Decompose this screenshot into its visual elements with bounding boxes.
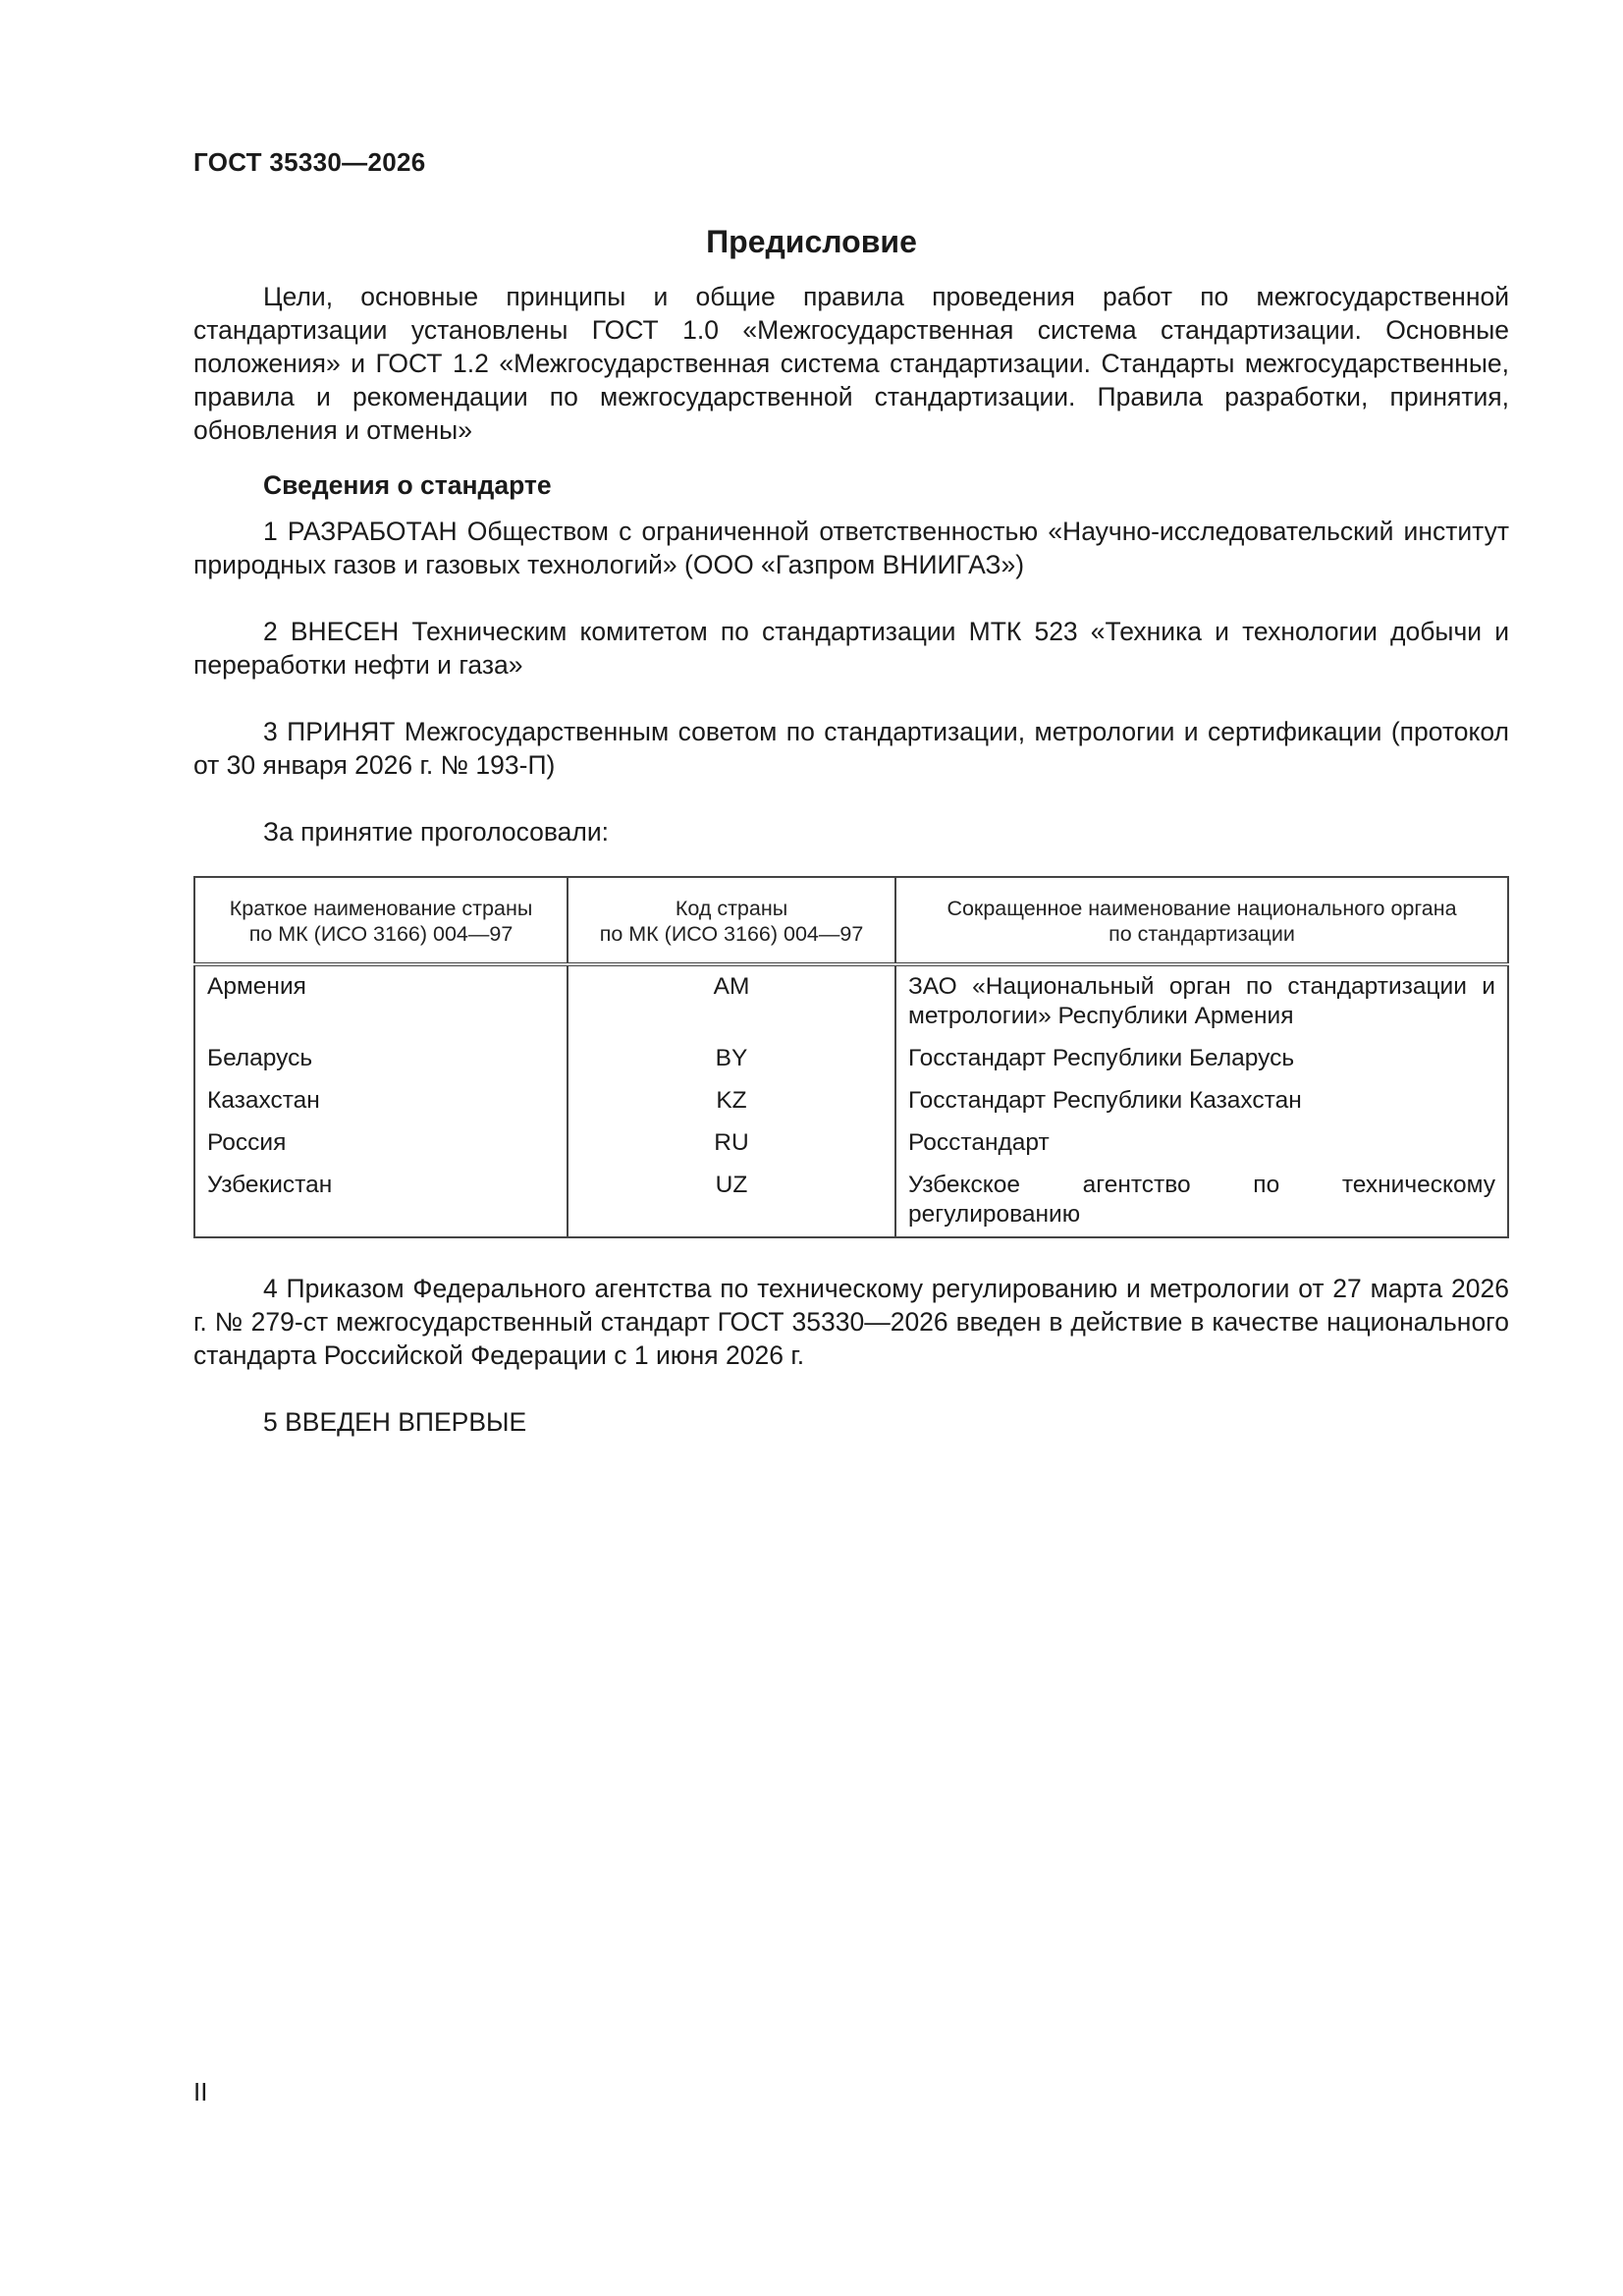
table-header-code: Код страны по МК (ИСО 3166) 004—97 — [568, 877, 895, 964]
table-header-body: Сокращенное наименование национального органа по стандартизации — [895, 877, 1508, 964]
table-row — [194, 1165, 1508, 1237]
code-cell: BY — [568, 1038, 895, 1080]
national-body-cell: Узбекское агентство по техническому регулированию — [895, 1165, 1508, 1237]
code-cell: AM — [568, 964, 895, 1038]
item-1-developed: 1 РАЗРАБОТАН Обществом с ограниченной ответственностью «Научно-исследовательский институт природных газов и газовых технологий» (ООО «Газпром ВНИИГАЗ») — [193, 517, 1509, 579]
page-title: Предисловие — [706, 224, 917, 259]
item-2-submitted: 2 ВНЕСЕН Техническим комитетом по стандартизации МТК 523 «Техника и технологии добычи и переработки нефти и газа» — [193, 617, 1509, 680]
table-header-row — [194, 877, 1508, 964]
document-code-header: ГОСТ 35330—2026 — [193, 147, 426, 177]
country-cell: Узбекистан — [207, 1172, 333, 1198]
voting-table — [193, 876, 1509, 1238]
country-cell: Россия — [207, 1129, 287, 1156]
section-heading: Сведения о стандарте — [263, 470, 552, 500]
item-4-enacted: 4 Приказом Федерального агентства по техническому регулированию и метрологии от 27 марта 2026 г. № 279-ст межгосударственный стандарт ГОСТ 35330—2026 введен в действие в качестве национального стандарта Российской Федерации с 1 июня 2026 г. — [193, 1274, 1509, 1370]
table-row — [194, 1038, 1508, 1080]
page-number: II — [193, 2077, 208, 2106]
national-body-cell: Росстандарт — [895, 1122, 1508, 1165]
table-row — [194, 1122, 1508, 1165]
code-cell: KZ — [568, 1080, 895, 1122]
code-cell: RU — [568, 1122, 895, 1165]
table-row — [194, 964, 1508, 1038]
table-header-country: Краткое наименование страны по МК (ИСО 3166) 004—97 — [194, 877, 568, 964]
item-3-adopted: 3 ПРИНЯТ Межгосударственным советом по стандартизации, метрологии и сертификации (протокол от 30 января 2026 г. № 193-П) — [193, 717, 1509, 780]
intro-paragraph: Цели, основные принципы и общие правила проведения работ по межгосударственной стандартизации установлены ГОСТ 1.0 «Межгосударственная система стандартизации. Основные положения» и ГОСТ 1.2 «Межгосударственная система стандартизации. Стандарты межгосударственные, правила и рекомендации по межгосударственной стандартизации. Правила разработки, принятия, обновления и отмены» — [193, 282, 1509, 445]
country-cell: Казахстан — [207, 1087, 320, 1114]
item-5-introduced: 5 ВВЕДЕН ВПЕРВЫЕ — [263, 1407, 527, 1437]
national-body-cell: Госстандарт Республики Беларусь — [895, 1038, 1508, 1080]
vote-intro: За принятие проголосовали: — [263, 817, 610, 847]
preface-body — [193, 280, 1509, 1439]
national-body-cell: ЗАО «Национальный орган по стандартизации и метрологии» Республики Армения — [895, 964, 1508, 1038]
country-cell: Беларусь — [207, 1045, 313, 1071]
code-cell: UZ — [568, 1165, 895, 1237]
table-row — [194, 1080, 1508, 1122]
country-cell: Армения — [207, 973, 306, 1000]
national-body-cell: Госстандарт Республики Казахстан — [895, 1080, 1508, 1122]
